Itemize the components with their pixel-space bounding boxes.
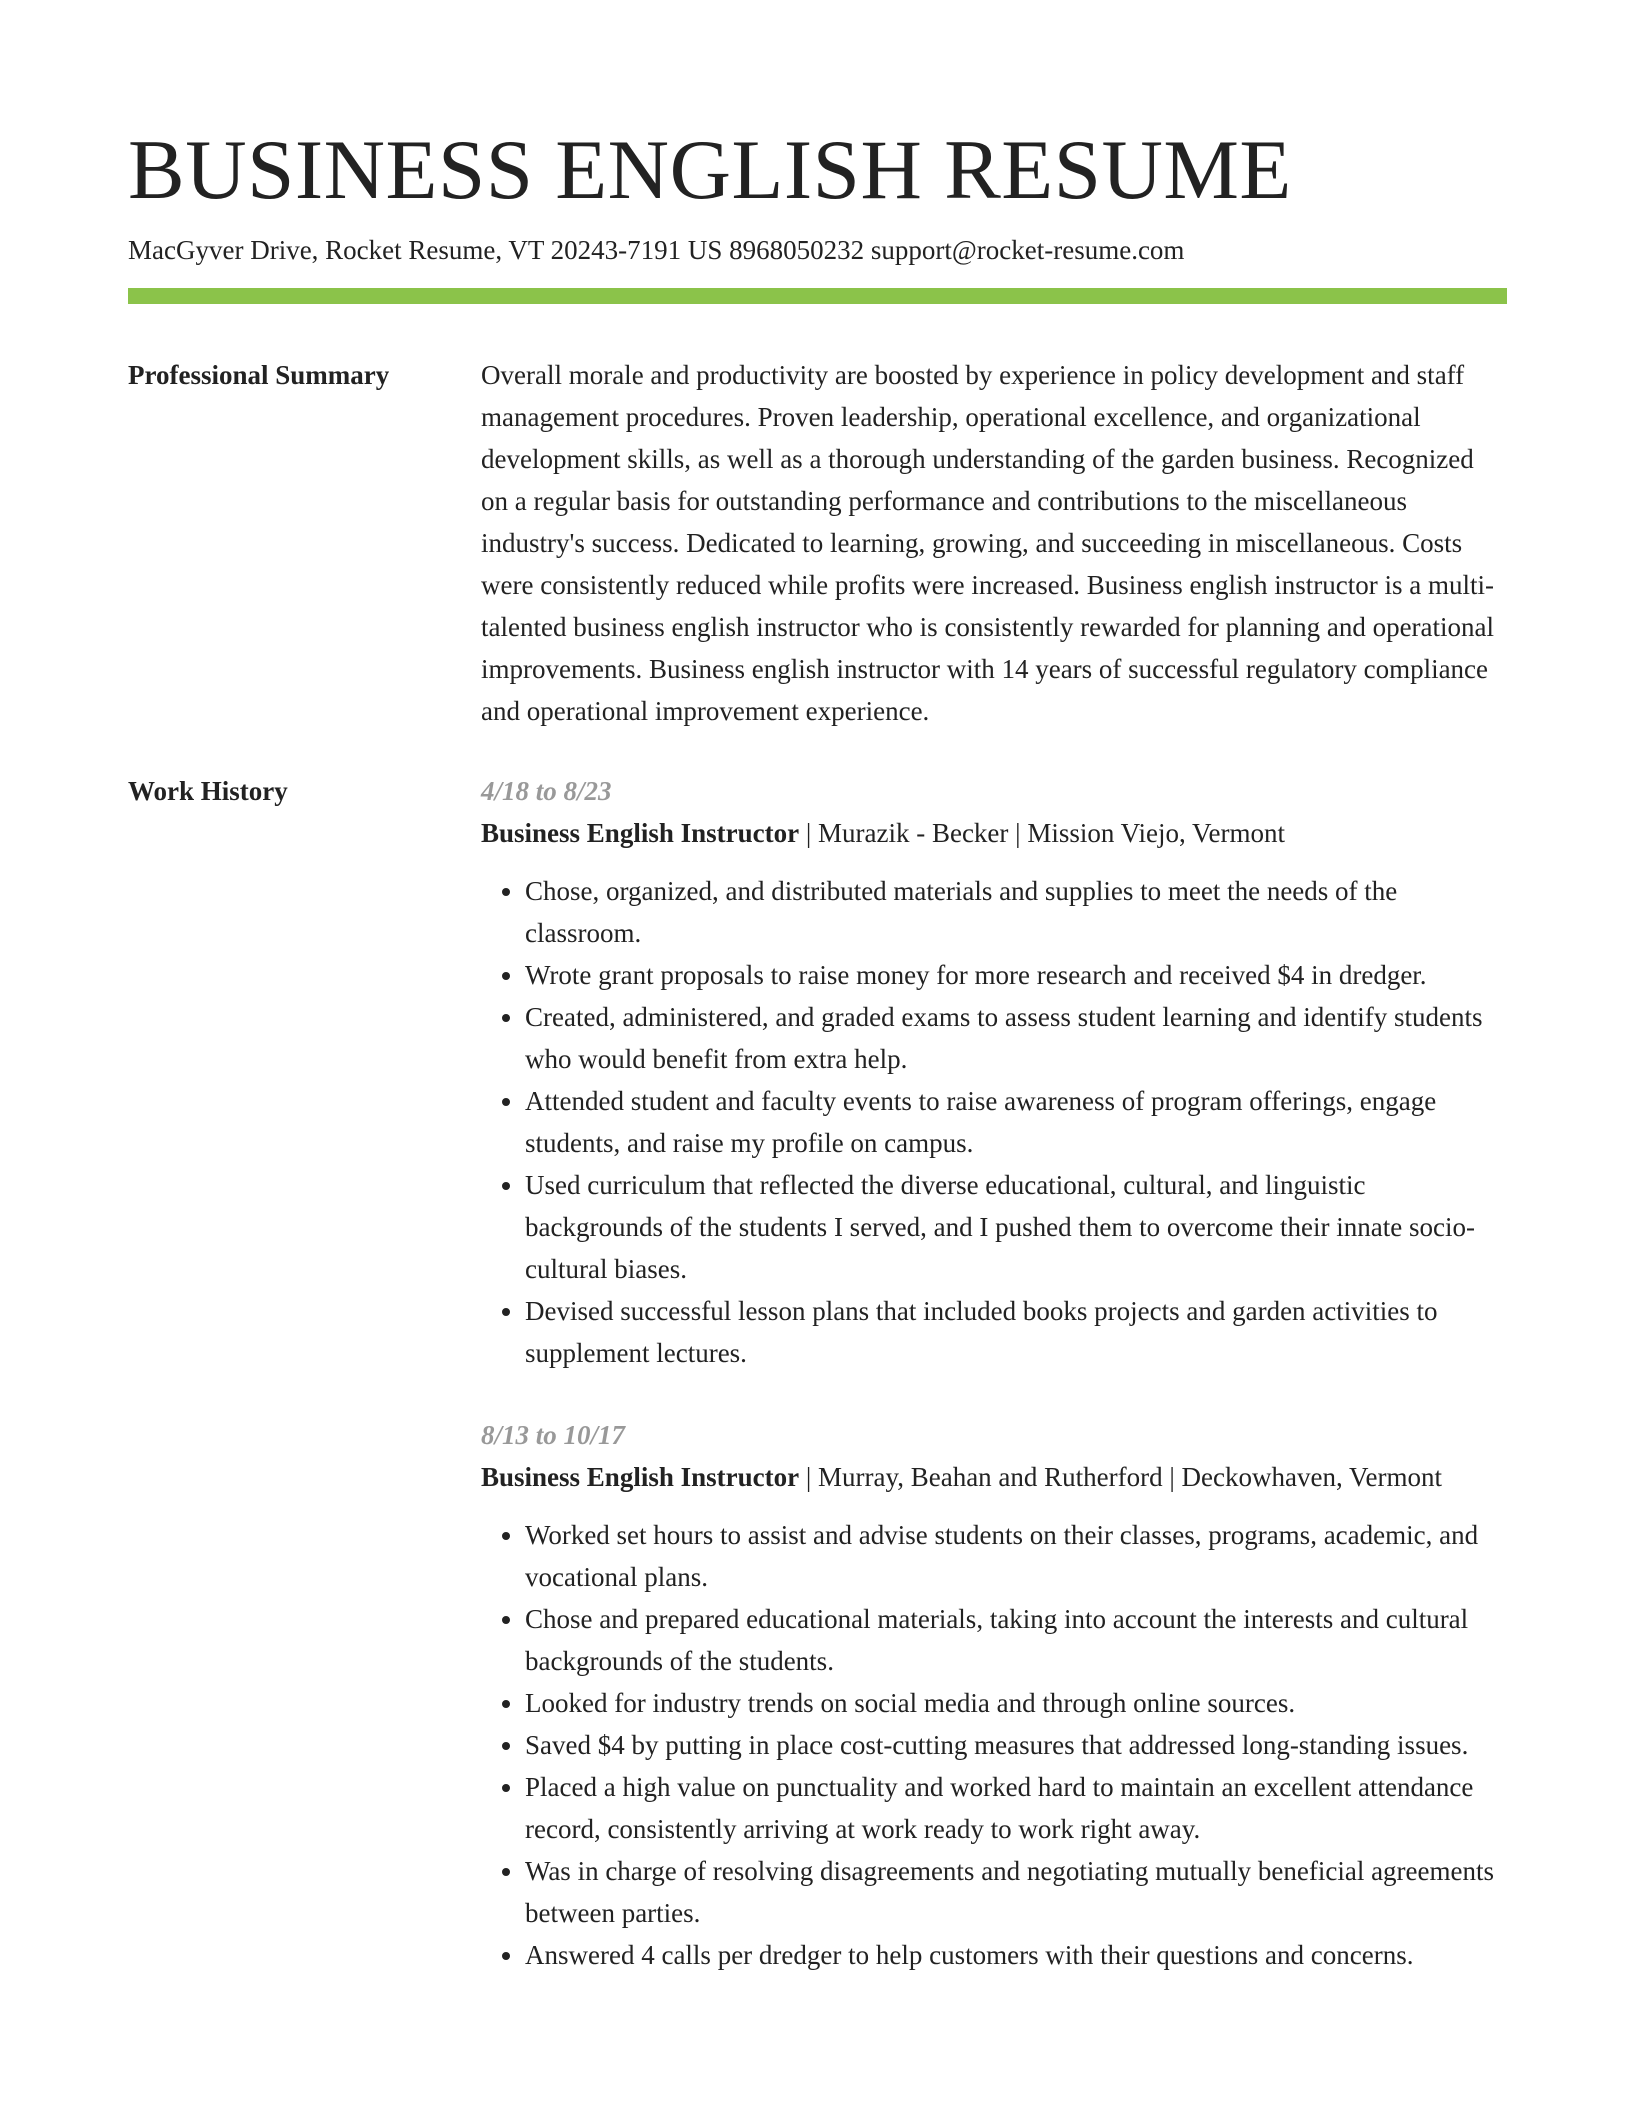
work-history-body: [481, 770, 1507, 1976]
job-entry: [481, 1414, 1507, 1976]
section-label-professional-summary: Professional Summary: [128, 360, 390, 390]
job-title: Business English Instructor: [481, 1462, 800, 1492]
section-label-work-history: Work History: [128, 776, 288, 806]
job-heading: [481, 812, 1507, 854]
job-duty-item: • Answered 4 calls per dredger to help customers with their questions and concerns.: [525, 1934, 1507, 1976]
job-duty-item: • Used curriculum that reflected the diverse educational, cultural, and linguistic backgrounds of the students I served, and I pushed them to overcome their innate socio-cultural biases.: [525, 1164, 1507, 1290]
header-divider: [128, 288, 1507, 304]
job-heading: [481, 1456, 1507, 1498]
resume-title: BUSINESS ENGLISH RESUME: [128, 123, 1292, 217]
work-history-section: [128, 770, 1507, 1976]
professional-summary-body: [481, 354, 1507, 732]
job-duty-item: • Worked set hours to assist and advise students on their classes, programs, academic, and vocational plans.: [525, 1514, 1507, 1598]
summary-text: Overall morale and productivity are boosted by experience in policy development and staff management procedures. Proven leadership, operational excellence, and organizational development skills, as well as a thorough understanding of the garden business. Recognized on a regular basis for outstanding performance and contributions to the miscellaneous industry's success. Dedicated to learning, growing, and succeeding in miscellaneous. Costs were consistently reduced while profits were increased. Business english instructor is a multi-talented business english instructor who is consistently rewarded for planning and operational improvements. Business english instructor with 14 years of successful regulatory compliance and operational improvement experience.: [481, 360, 1495, 726]
contact-line: MacGyver Drive, Rocket Resume, VT 20243-7191 US 8968050232 support@rocket-resume.com: [128, 235, 1185, 265]
professional-summary-section: [128, 354, 1507, 732]
job-duty-item: • Saved $4 by putting in place cost-cutting measures that addressed long-standing issues.: [525, 1724, 1507, 1766]
job-employer-location: | Murazik - Becker | Mission Viejo, Vermont: [799, 818, 1285, 848]
job-entry: [481, 770, 1507, 1374]
job-dates: 4/18 to 8/23: [481, 776, 612, 806]
job-duty-item: • Chose and prepared educational materials, taking into account the interests and cultural backgrounds of the students.: [525, 1598, 1507, 1682]
job-duty-item: • Created, administered, and graded exams to assess student learning and identify students who would benefit from extra help.: [525, 996, 1507, 1080]
resume-page: [128, 120, 1507, 1976]
job-duty-item: • Looked for industry trends on social media and through online sources.: [525, 1682, 1507, 1724]
job-employer-location: | Murray, Beahan and Rutherford | Deckowhaven, Vermont: [799, 1462, 1442, 1492]
job-duty-item: • Was in charge of resolving disagreements and negotiating mutually beneficial agreements between parties.: [525, 1850, 1507, 1934]
job-title: Business English Instructor: [481, 818, 800, 848]
job-duties-list: [481, 870, 1507, 1374]
job-duty-item: • Attended student and faculty events to raise awareness of program offerings, engage students, and raise my profile on campus.: [525, 1080, 1507, 1164]
job-duty-item: • Chose, organized, and distributed materials and supplies to meet the needs of the classroom.: [525, 870, 1507, 954]
job-duty-item: • Wrote grant proposals to raise money for more research and received $4 in dredger.: [525, 954, 1507, 996]
job-dates: 8/13 to 10/17: [481, 1420, 626, 1450]
job-duty-item: • Devised successful lesson plans that included books projects and garden activities to supplement lectures.: [525, 1290, 1507, 1374]
job-duty-item: • Placed a high value on punctuality and worked hard to maintain an excellent attendance record, consistently arriving at work ready to work right away.: [525, 1766, 1507, 1850]
job-duties-list: [481, 1514, 1507, 1976]
